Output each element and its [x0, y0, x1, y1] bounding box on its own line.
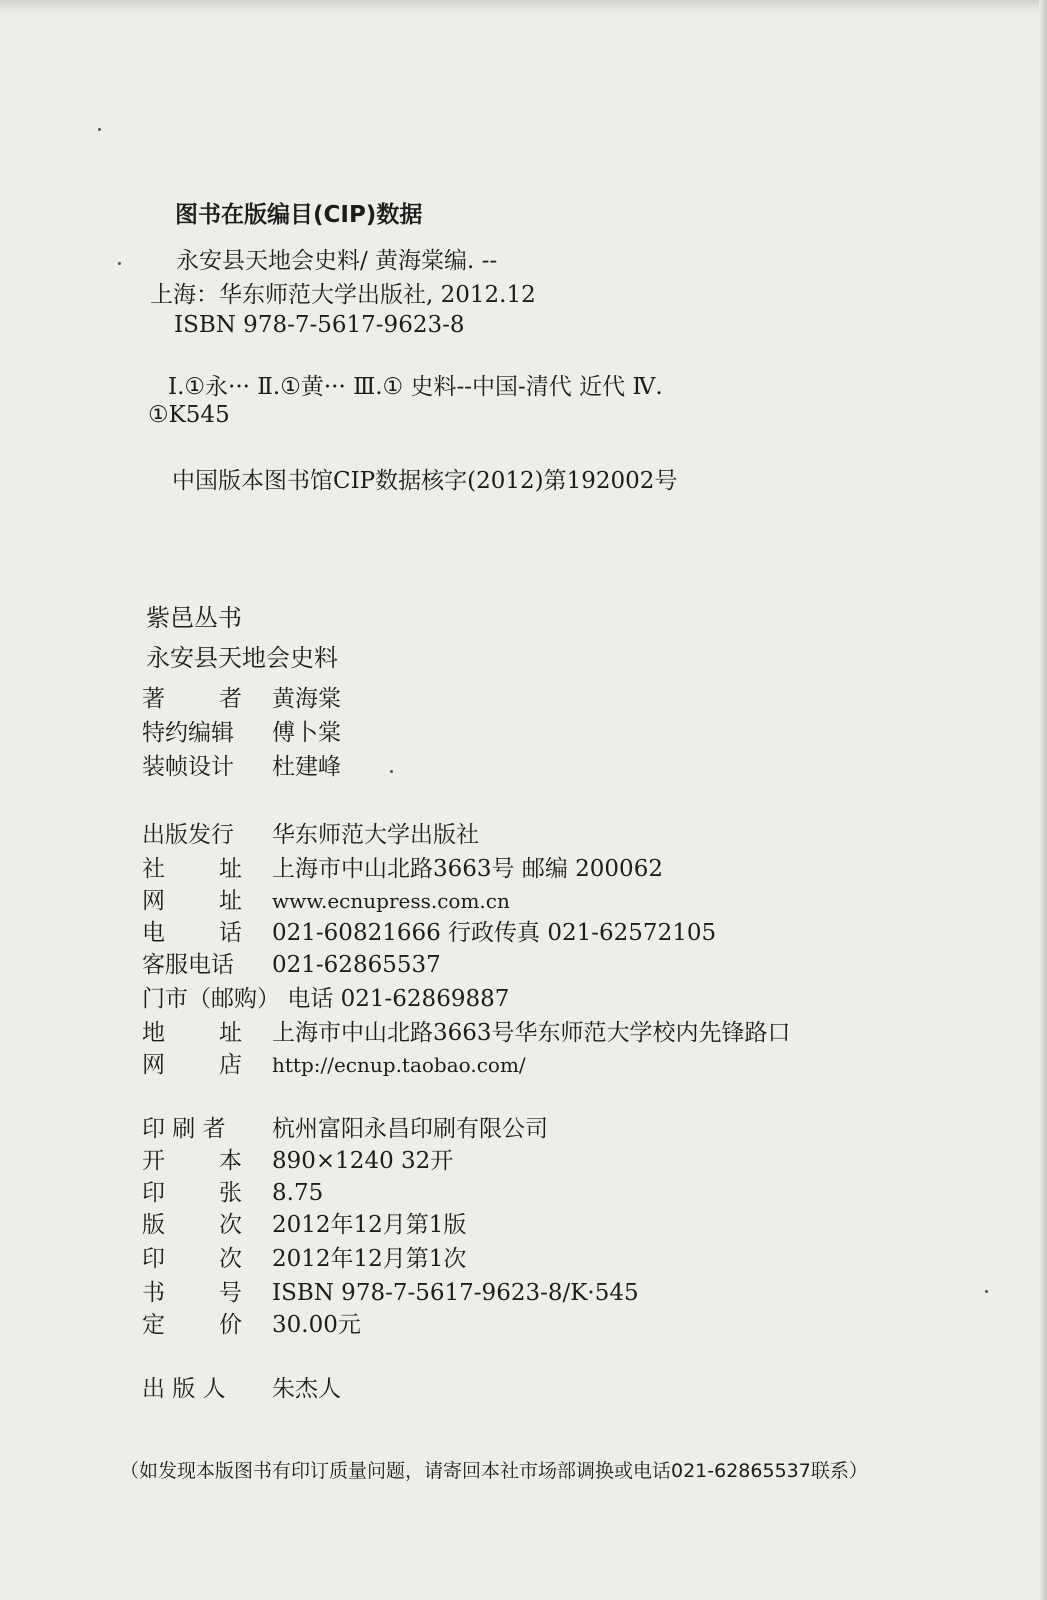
- credit-author-label: 著 者: [142, 686, 242, 712]
- credit-editor-label: 特约编辑: [142, 720, 234, 746]
- address-value: 上海市中山北路3663号 邮编 200062: [272, 856, 663, 882]
- scan-speck: [390, 770, 393, 773]
- credit-author: [142, 680, 341, 713]
- impression-row: [142, 1240, 466, 1273]
- cip-isbn-line: ISBN 978-7-5617-9623-8: [174, 312, 465, 338]
- store-address-value: 上海市中山北路3663号华东师范大学校内先锋路口: [272, 1020, 791, 1046]
- service-value: 021-62865537: [272, 952, 441, 978]
- issuer-label: 出 版 人: [142, 1376, 226, 1402]
- credit-author-value: 黄海棠: [272, 686, 341, 712]
- website-value: www.ecnupress.com.cn: [272, 889, 510, 913]
- printer-label: 印 刷 者: [142, 1116, 226, 1142]
- sheets-row: [142, 1174, 323, 1207]
- scan-speck: [98, 128, 101, 131]
- issuer-value: 朱杰人: [272, 1376, 341, 1402]
- cip-record-number: 中国版本图书馆CIP数据核字(2012)第192002号: [172, 468, 678, 494]
- series-name: 紫邑丛书: [146, 604, 242, 632]
- printer-row: [142, 1110, 548, 1143]
- impression-value: 2012年12月第1次: [272, 1246, 467, 1272]
- online-shop-value: http://ecnup.taobao.com/: [272, 1053, 526, 1077]
- credit-designer: [142, 748, 341, 781]
- price-value: 30.00元: [272, 1312, 361, 1338]
- issuer-row: [142, 1370, 341, 1403]
- online-shop-label: 网 店: [142, 1052, 242, 1078]
- cip-subject-line: Ⅰ.①永··· Ⅱ.①黄··· Ⅲ.① 史料--中国-清代 近代 Ⅳ.: [168, 374, 663, 400]
- address-row: [142, 850, 663, 883]
- service-label: 客服电话: [142, 952, 234, 978]
- service-row: [142, 946, 441, 979]
- cip-title: 图书在版编目(CIP)数据: [175, 202, 423, 228]
- scan-speck: [118, 262, 121, 265]
- store-label: 门市（邮购）: [142, 986, 280, 1012]
- cip-book-line: 永安县天地会史料/ 黄海棠编. --: [176, 248, 498, 274]
- credit-editor: [142, 714, 341, 747]
- edition-row: [142, 1206, 466, 1239]
- credit-designer-value: 杜建峰: [272, 754, 341, 780]
- page-top-edge: [0, 0, 1047, 14]
- cip-publisher-line: 上海：华东师范大学出版社, 2012.12: [150, 282, 536, 308]
- address-label: 社 址: [142, 856, 242, 882]
- impression-label: 印 次: [142, 1246, 242, 1272]
- format-row: [142, 1142, 453, 1175]
- cip-classification: ①K545: [148, 402, 230, 428]
- store-value: 电话 021-62869887: [287, 986, 510, 1012]
- isbn-row: [142, 1274, 639, 1307]
- format-label: 开 本: [142, 1148, 242, 1174]
- format-value: 890×1240 32开: [272, 1148, 454, 1174]
- quality-notice: （如发现本版图书有印订质量问题，请寄回本社市场部调换或电话021-62865537联系）: [120, 1460, 868, 1482]
- online-shop-row: [142, 1046, 526, 1079]
- publisher-label: 出版发行: [142, 822, 234, 848]
- book-title: 永安县天地会史料: [146, 644, 338, 672]
- store-address-label: 地 址: [142, 1020, 242, 1046]
- website-row: [142, 882, 510, 915]
- phone-row: [142, 914, 716, 947]
- publisher-row: [142, 816, 479, 849]
- publisher-value: 华东师范大学出版社: [272, 822, 479, 848]
- sheets-label: 印 张: [142, 1180, 242, 1206]
- isbn-value: ISBN 978-7-5617-9623-8/K·545: [272, 1280, 639, 1306]
- website-label: 网 址: [142, 888, 242, 914]
- page-right-edge: [1039, 0, 1047, 1600]
- store-row: [142, 980, 509, 1013]
- store-address-row: [142, 1014, 791, 1047]
- scan-speck: [985, 1290, 988, 1293]
- price-label: 定 价: [142, 1312, 242, 1338]
- edition-label: 版 次: [142, 1212, 242, 1238]
- price-row: [142, 1306, 361, 1339]
- isbn-label: 书 号: [142, 1280, 242, 1306]
- credit-designer-label: 装帧设计: [142, 754, 234, 780]
- printer-value: 杭州富阳永昌印刷有限公司: [272, 1116, 548, 1142]
- phone-label: 电 话: [142, 920, 242, 946]
- credit-editor-value: 傅卜棠: [272, 720, 341, 746]
- sheets-value: 8.75: [272, 1180, 324, 1206]
- edition-value: 2012年12月第1版: [272, 1212, 467, 1238]
- phone-value: 021-60821666 行政传真 021-62572105: [272, 920, 717, 946]
